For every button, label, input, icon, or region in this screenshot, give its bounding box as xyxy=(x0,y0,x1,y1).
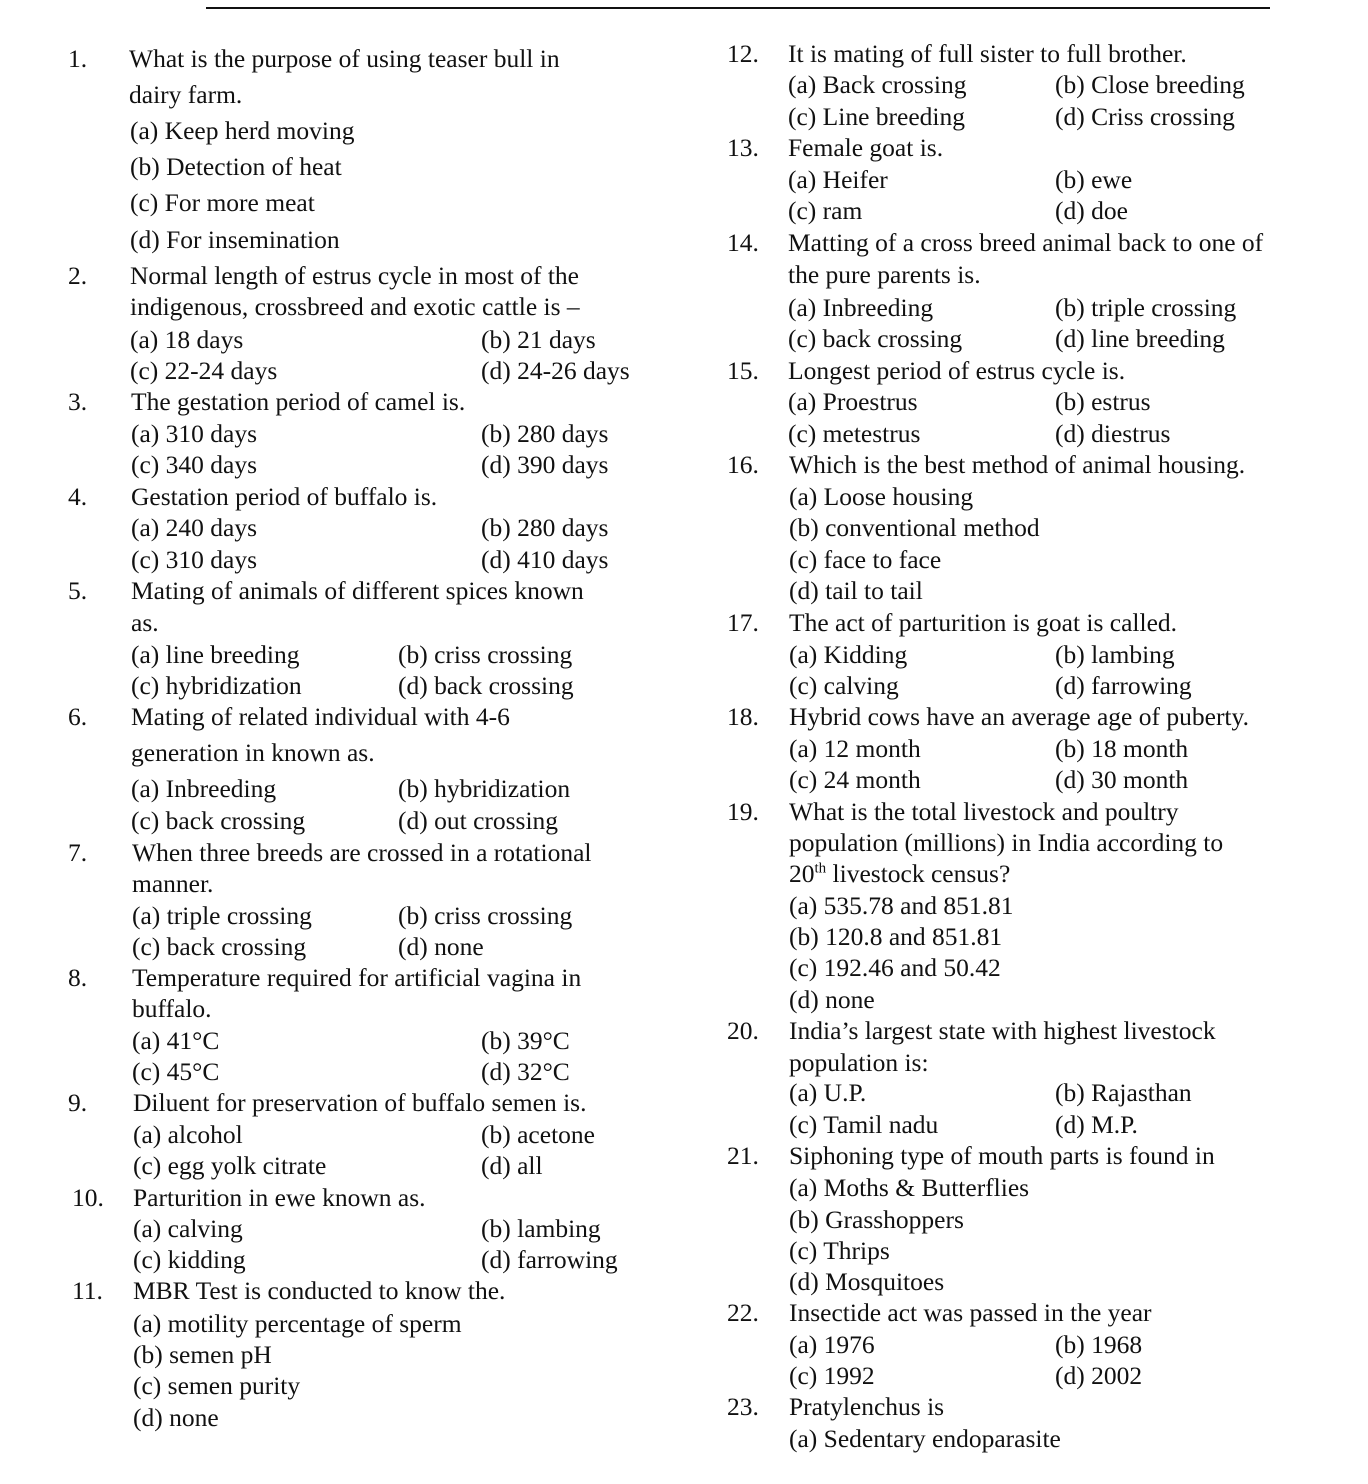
option-b: (b) Detection of heat xyxy=(130,152,342,181)
option-c: (c) For more meat xyxy=(130,188,315,217)
option-b: (b) 39°C xyxy=(481,1026,570,1055)
option-c: (c) 340 days xyxy=(131,450,258,479)
question-text: Temperature required for artificial vagina in xyxy=(132,963,582,992)
question-number: 3. xyxy=(68,387,88,416)
option-b: (b) 18 month xyxy=(1055,734,1189,763)
question-text: generation in known as. xyxy=(131,738,375,767)
question-text: as. xyxy=(131,608,159,637)
option-c: (c) Tamil nadu xyxy=(789,1110,939,1139)
question-number: 7. xyxy=(68,838,88,867)
option-c: (c) metestrus xyxy=(788,419,921,448)
option-a: (a) Moths & Butterflies xyxy=(789,1173,1030,1202)
option-c: (c) Line breeding xyxy=(788,102,965,131)
option-c: (c) 45°C xyxy=(132,1057,220,1086)
question-text: It is mating of full sister to full brother. xyxy=(788,39,1187,68)
question-text: Which is the best method of animal housing. xyxy=(789,450,1246,479)
option-d: (d) Mosquitoes xyxy=(789,1267,945,1296)
question-number: 23. xyxy=(727,1392,759,1421)
option-d: (d) farrowing xyxy=(1055,671,1192,700)
option-a: (a) Inbreeding xyxy=(131,774,277,803)
question-text: Gestation period of buffalo is. xyxy=(131,482,438,511)
question-text: Mating of related individual with 4-6 xyxy=(131,702,510,731)
option-c: (c) 310 days xyxy=(131,545,258,574)
option-c: (c) 1992 xyxy=(789,1361,875,1390)
question-text: The act of parturition is goat is called. xyxy=(789,608,1178,637)
option-d: (d) For insemination xyxy=(130,225,340,254)
option-b: (b) triple crossing xyxy=(1055,293,1237,322)
option-c: (c) ram xyxy=(788,196,863,225)
option-d: (d) 24-26 days xyxy=(481,356,630,385)
question-text: Longest period of estrus cycle is. xyxy=(788,356,1126,385)
question-number: 18. xyxy=(727,702,759,731)
option-a: (a) U.P. xyxy=(789,1078,867,1107)
option-d: (d) farrowing xyxy=(481,1245,618,1274)
option-a: (a) 18 days xyxy=(130,325,244,354)
option-b: (b) Rajasthan xyxy=(1055,1078,1192,1107)
option-a: (a) Back crossing xyxy=(788,70,967,99)
question-number: 21. xyxy=(727,1141,759,1170)
option-d: (d) 390 days xyxy=(481,450,609,479)
option-c: (c) back crossing xyxy=(788,324,963,353)
option-a: (a) Keep herd moving xyxy=(130,116,355,145)
question-text: population (millions) in India according to xyxy=(789,828,1224,857)
question-text: Matting of a cross breed animal back to one of xyxy=(788,228,1264,257)
question-text: Diluent for preservation of buffalo semen is. xyxy=(133,1088,587,1117)
option-c: (c) hybridization xyxy=(131,671,302,700)
question-number: 4. xyxy=(68,482,88,511)
option-a: (a) 1976 xyxy=(789,1330,875,1359)
top-rule xyxy=(206,7,1270,9)
option-b: (b) criss crossing xyxy=(398,640,573,669)
option-a: (a) Sedentary endoparasite xyxy=(789,1424,1061,1453)
option-d: (d) diestrus xyxy=(1055,419,1171,448)
question-number: 19. xyxy=(727,797,759,826)
option-d: (d) none xyxy=(398,932,484,961)
question-number: 9. xyxy=(68,1088,88,1117)
option-a: (a) Heifer xyxy=(788,165,888,194)
option-c: (c) kidding xyxy=(133,1245,246,1274)
question-text: buffalo. xyxy=(132,994,212,1023)
option-b: (b) 1968 xyxy=(1055,1330,1143,1359)
question-number: 16. xyxy=(727,450,759,479)
option-a: (a) line breeding xyxy=(131,640,300,669)
question-number: 14. xyxy=(727,228,759,257)
question-number: 13. xyxy=(727,133,759,162)
option-d: (d) tail to tail xyxy=(789,576,923,605)
question-number: 15. xyxy=(727,356,759,385)
option-b: (b) Grasshoppers xyxy=(789,1205,964,1234)
option-b: (b) 21 days xyxy=(481,325,596,354)
option-c: (c) 22-24 days xyxy=(130,356,278,385)
question-text: manner. xyxy=(132,869,214,898)
question-text xyxy=(789,859,1010,889)
option-b: (b) 280 days xyxy=(481,513,609,542)
option-c: (c) back crossing xyxy=(132,932,307,961)
option-a: (a) 41°C xyxy=(132,1026,220,1055)
option-b: (b) Close breeding xyxy=(1055,70,1245,99)
question-number: 1. xyxy=(68,44,88,73)
question-text: India’s largest state with highest livestock xyxy=(789,1016,1216,1045)
question-text: Mating of animals of different spices known xyxy=(131,576,584,605)
question-text: The gestation period of camel is. xyxy=(131,387,466,416)
question-text: Hybrid cows have an average age of puberty. xyxy=(789,702,1249,731)
option-b: (b) estrus xyxy=(1055,387,1151,416)
option-a: (a) motility percentage of sperm xyxy=(133,1309,462,1338)
question-text-tail: livestock census? xyxy=(826,859,1011,888)
option-d: (d) doe xyxy=(1055,196,1128,225)
question-number: 11. xyxy=(72,1276,103,1305)
question-number: 6. xyxy=(68,702,88,731)
option-a: (a) calving xyxy=(133,1214,243,1243)
option-a: (a) alcohol xyxy=(133,1120,243,1149)
question-text: When three breeds are crossed in a rotational xyxy=(132,838,592,867)
option-c: (c) egg yolk citrate xyxy=(133,1151,327,1180)
option-d: (d) 410 days xyxy=(481,545,609,574)
option-d: (d) 30 month xyxy=(1055,765,1189,794)
option-b: (b) acetone xyxy=(481,1120,595,1149)
option-b: (b) conventional method xyxy=(789,513,1040,542)
question-text: Female goat is. xyxy=(788,133,944,162)
option-b: (b) lambing xyxy=(1055,640,1175,669)
question-number: 12. xyxy=(727,39,759,68)
option-c: (c) semen purity xyxy=(133,1371,301,1400)
census-number: 20 xyxy=(789,859,815,888)
option-b: (b) 120.8 and 851.81 xyxy=(789,922,1003,951)
option-c: (c) back crossing xyxy=(131,806,306,835)
option-b: (b) semen pH xyxy=(133,1340,272,1369)
ordinal-suffix: th xyxy=(814,860,827,877)
question-number: 8. xyxy=(68,963,88,992)
option-d: (d) Criss crossing xyxy=(1055,102,1235,131)
question-text: What is the total livestock and poultry xyxy=(789,797,1179,826)
question-number: 22. xyxy=(727,1298,759,1327)
option-c: (c) 192.46 and 50.42 xyxy=(789,953,1001,982)
option-a: (a) 535.78 and 851.81 xyxy=(789,891,1014,920)
question-text: dairy farm. xyxy=(129,80,243,109)
option-d: (d) all xyxy=(481,1151,543,1180)
option-b: (b) hybridization xyxy=(398,774,571,803)
question-text: Normal length of estrus cycle in most of the xyxy=(130,261,579,290)
question-number: 10. xyxy=(72,1183,104,1212)
option-d: (d) none xyxy=(789,985,875,1014)
question-text: the pure parents is. xyxy=(788,260,981,289)
option-b: (b) ewe xyxy=(1055,165,1133,194)
question-text: Pratylenchus is xyxy=(789,1392,945,1421)
option-b: (b) lambing xyxy=(481,1214,601,1243)
option-d: (d) none xyxy=(133,1403,219,1432)
option-c: (c) face to face xyxy=(789,545,942,574)
option-a: (a) 12 month xyxy=(789,734,921,763)
question-number: 17. xyxy=(727,608,759,637)
option-b: (b) criss crossing xyxy=(398,901,573,930)
option-b: (b) 280 days xyxy=(481,419,609,448)
option-a: (a) triple crossing xyxy=(132,901,312,930)
option-a: (a) 310 days xyxy=(131,419,258,448)
option-c: (c) 24 month xyxy=(789,765,921,794)
question-text: Siphoning type of mouth parts is found in xyxy=(789,1141,1215,1170)
question-text: MBR Test is conducted to know the. xyxy=(133,1276,506,1305)
question-text: Insectide act was passed in the year xyxy=(789,1298,1152,1327)
option-a: (a) Inbreeding xyxy=(788,293,934,322)
question-number: 20. xyxy=(727,1016,759,1045)
option-a: (a) Kidding xyxy=(789,640,908,669)
question-text: population is: xyxy=(789,1048,929,1077)
question-text: indigenous, crossbreed and exotic cattle is – xyxy=(130,292,580,321)
question-number: 2. xyxy=(68,261,88,290)
option-d: (d) out crossing xyxy=(398,806,559,835)
option-c: (c) calving xyxy=(789,671,899,700)
option-d: (d) line breeding xyxy=(1055,324,1225,353)
question-text: Parturition in ewe known as. xyxy=(133,1183,426,1212)
option-d: (d) back crossing xyxy=(398,671,574,700)
option-d: (d) 2002 xyxy=(1055,1361,1143,1390)
option-a: (a) Proestrus xyxy=(788,387,918,416)
question-text: What is the purpose of using teaser bull in xyxy=(129,44,560,73)
option-a: (a) Loose housing xyxy=(789,482,974,511)
option-a: (a) 240 days xyxy=(131,513,258,542)
option-d: (d) 32°C xyxy=(481,1057,570,1086)
option-d: (d) M.P. xyxy=(1055,1110,1138,1139)
option-c: (c) Thrips xyxy=(789,1236,890,1265)
question-number: 5. xyxy=(68,576,88,605)
